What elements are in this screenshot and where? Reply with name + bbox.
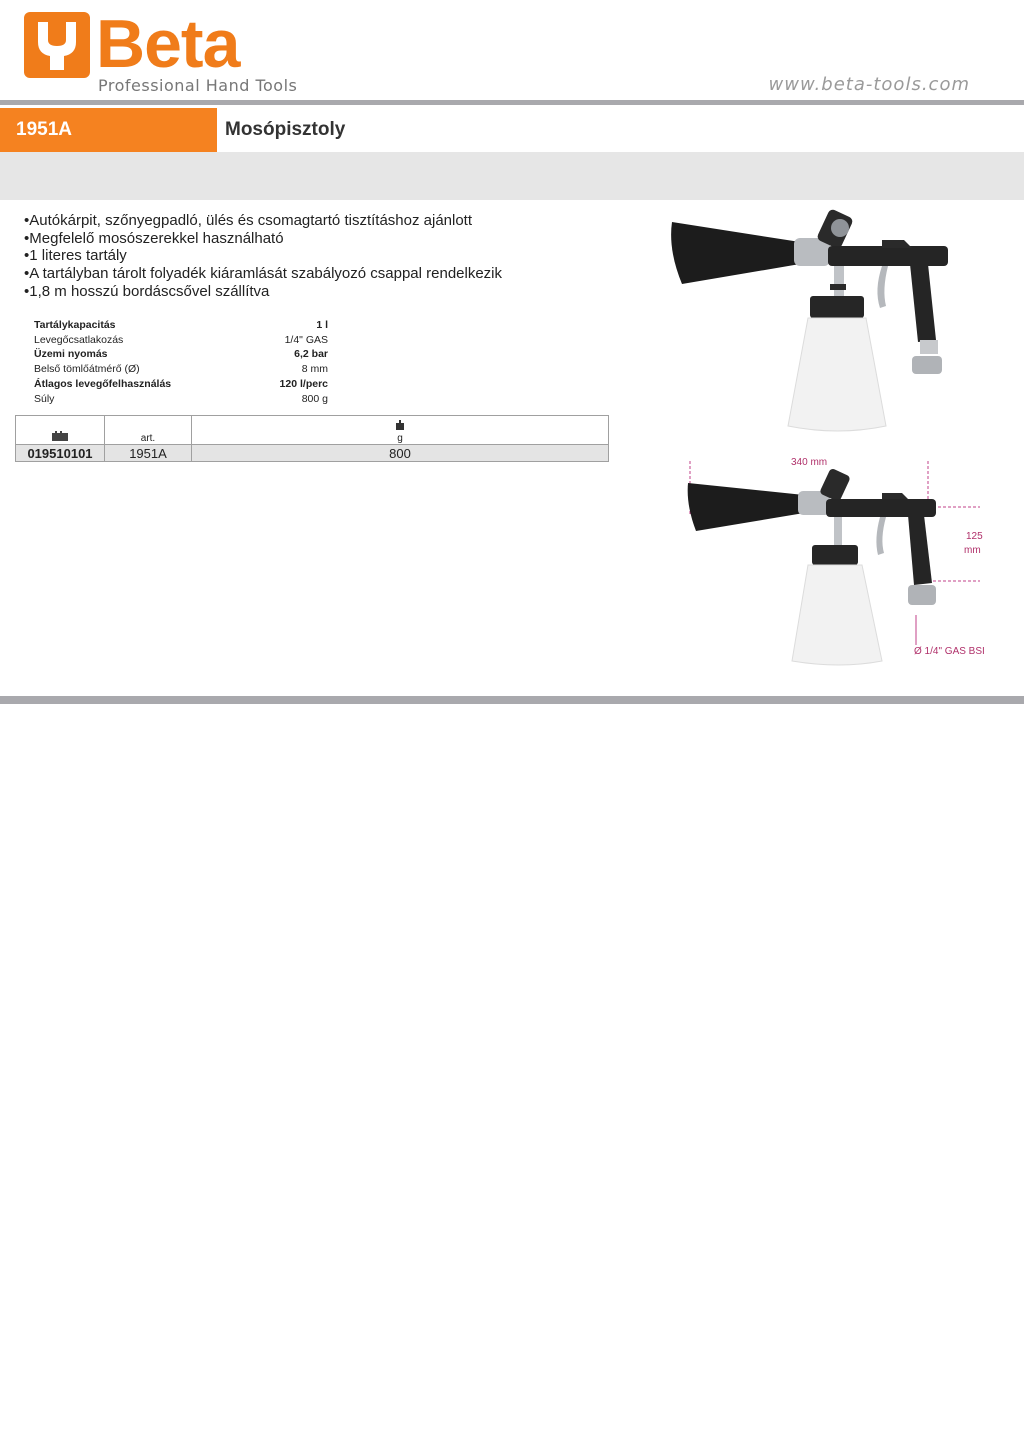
beta-wrench-logo-icon <box>24 12 90 78</box>
spec-label: Tartálykapacitás <box>34 319 116 331</box>
spec-value: 800 g <box>301 392 328 405</box>
spec-row <box>34 333 328 348</box>
spec-label: Átlagos levegőfelhasználás <box>34 377 172 390</box>
spec-label: Belső tömlőátmérő (Ø) <box>34 363 140 376</box>
article-table <box>15 415 609 462</box>
dimension-height-unit: mm <box>964 545 981 556</box>
spec-value: 8 mm <box>301 363 328 376</box>
table-header-art: art. <box>105 416 192 445</box>
product-photo <box>660 200 990 440</box>
barcode-icon <box>52 431 68 441</box>
dimension-height-value: 125 <box>966 531 983 542</box>
spec-value: 6,2 bar <box>294 348 328 361</box>
spec-row <box>34 392 328 407</box>
brand-name: Beta <box>96 6 240 82</box>
spec-list <box>34 318 328 406</box>
table-header-weight <box>192 416 609 445</box>
table-cell-art: 1951A <box>105 445 192 462</box>
feature-item: • A tartályban tárolt folyadék kiáramlását szabályozó csappal rendelkezik <box>24 265 624 283</box>
table-row <box>16 445 609 462</box>
dimension-length-label: 340 mm <box>791 457 828 468</box>
brand-tagline: Professional Hand Tools <box>98 76 298 95</box>
table-cell-code: 019510101 <box>16 445 105 462</box>
feature-item: • 1 literes tartály <box>24 247 624 265</box>
spec-value: 1 l <box>316 319 328 331</box>
weight-unit: g <box>397 433 403 444</box>
spec-value: 120 l/perc <box>279 377 328 390</box>
product-code-badge: 1951A <box>0 108 217 152</box>
feature-list <box>24 212 624 301</box>
spec-row <box>34 318 328 333</box>
table-header-code <box>16 416 105 445</box>
dimension-connector-label: Ø 1/4" GAS BSI <box>914 646 985 657</box>
spec-label: Levegőcsatlakozás <box>34 333 124 346</box>
table-header-row <box>16 416 609 445</box>
spec-row <box>34 377 328 392</box>
footer-divider <box>0 696 1024 704</box>
product-title: Mosópisztoly <box>225 119 346 140</box>
feature-item: • 1,8 m hosszú bordáscsővel szállítva <box>24 283 624 301</box>
spec-row <box>34 362 328 377</box>
weight-icon <box>396 420 404 430</box>
feature-item: • Autókárpit, szőnyegpadló, ülés és csomagtartó tisztításhoz ajánlott <box>24 212 624 230</box>
header-divider <box>0 100 1024 105</box>
title-band <box>0 152 1024 200</box>
website-link[interactable]: www.beta-tools.com <box>768 74 970 95</box>
spec-label: Üzemi nyomás <box>34 348 108 361</box>
table-cell-weight: 800 <box>192 445 609 462</box>
feature-item: • Megfelelő mosószerekkel használható <box>24 230 624 248</box>
spec-label: Súly <box>34 392 55 405</box>
spec-row <box>34 347 328 362</box>
spec-value: 1/4" GAS <box>284 333 328 346</box>
